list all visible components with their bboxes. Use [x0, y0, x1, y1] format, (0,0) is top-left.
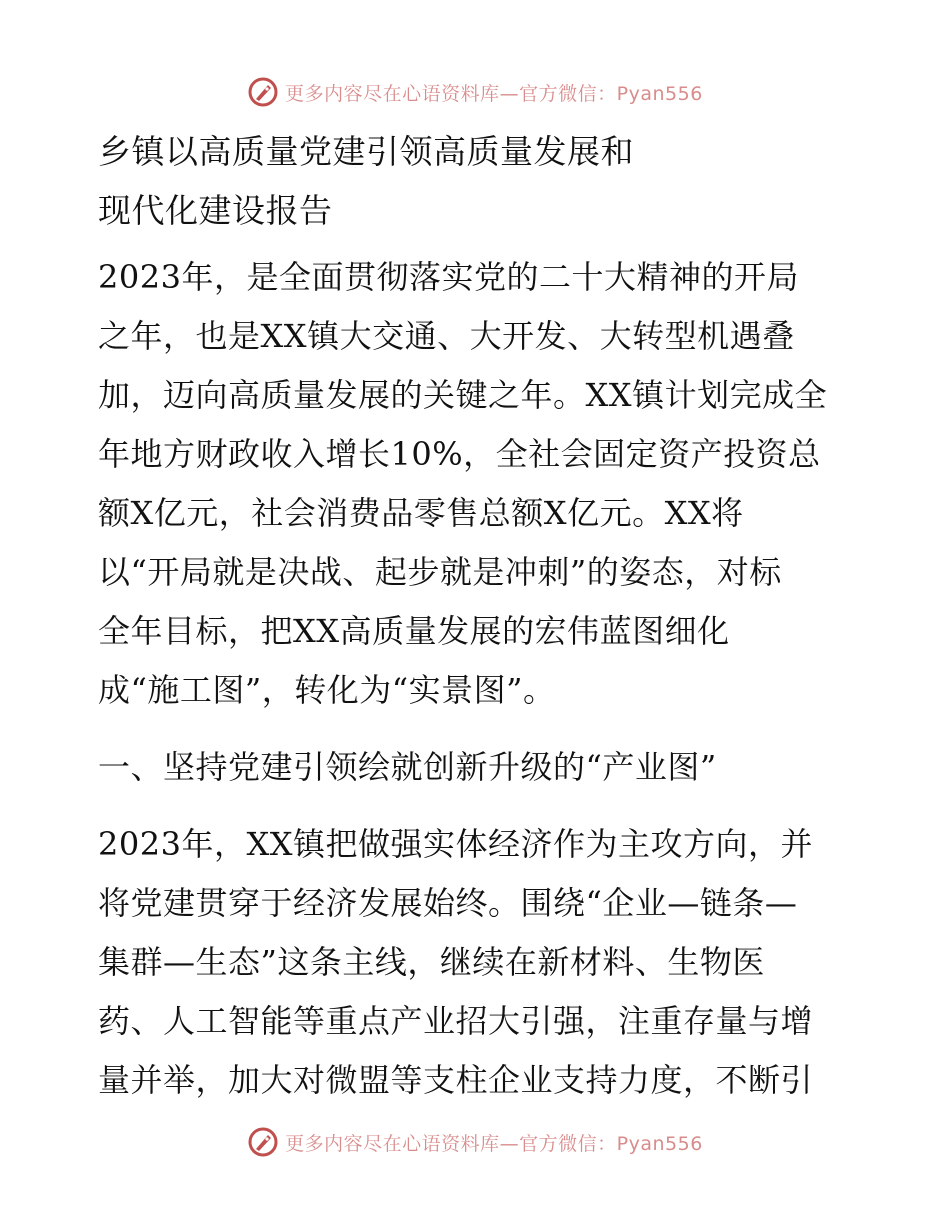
paragraph-line: 全年目标，把XX高质量发展的宏伟蓝图细化 — [98, 612, 730, 650]
paragraph-line: 量并举，加大对微盟等支柱企业支持力度，不断引 — [98, 1061, 814, 1099]
pen-nib-logo-icon — [247, 76, 279, 108]
document-title-line-2: 现代化建设报告 — [98, 191, 333, 230]
pen-nib-logo-icon — [247, 1126, 279, 1158]
paragraph-line: 年地方财政收入增长10%，全社会固定资产投资总 — [98, 435, 821, 473]
footer-watermark — [0, 1122, 950, 1162]
section-paragraph — [98, 815, 858, 1110]
document-body — [98, 122, 858, 1110]
paragraph-line: 成“施工图”，转化为“实景图”。 — [98, 671, 556, 709]
paragraph-line: 额X亿元，社会消费品零售总额X亿元。XX将 — [98, 494, 744, 532]
paragraph-line: 2023年，XX镇把做强实体经济作为主攻方向，并 — [98, 825, 814, 863]
watermark-text: 更多内容尽在心语资料库—官方微信：Pyan556 — [285, 82, 703, 105]
paragraph-line: 2023年，是全面贯彻落实党的二十大精神的开局 — [98, 258, 799, 296]
document-title-line-1: 乡镇以高质量党建引领高质量发展和 — [98, 132, 634, 171]
intro-paragraph — [98, 248, 858, 720]
paragraph-line: 之年，也是XX镇大交通、大开发、大转型机遇叠 — [98, 317, 795, 355]
section-heading: 一、坚持党建引领绘就创新升级的“产业图” — [98, 748, 717, 786]
paragraph-line: 以“开局就是决战、起步就是冲刺”的姿态，对标 — [98, 553, 782, 591]
paragraph-line: 药、人工智能等重点产业招大引强，注重存量与增 — [98, 1002, 814, 1040]
paragraph-line: 加，迈向高质量发展的关键之年。XX镇计划完成全 — [98, 376, 828, 414]
paragraph-line: 集群—生态”这条主线，继续在新材料、生物医 — [98, 943, 765, 981]
watermark-text: 更多内容尽在心语资料库—官方微信：Pyan556 — [285, 1132, 703, 1155]
header-watermark — [0, 72, 950, 112]
paragraph-line: 将党建贯穿于经济发展始终。围绕“企业—链条— — [98, 884, 798, 922]
